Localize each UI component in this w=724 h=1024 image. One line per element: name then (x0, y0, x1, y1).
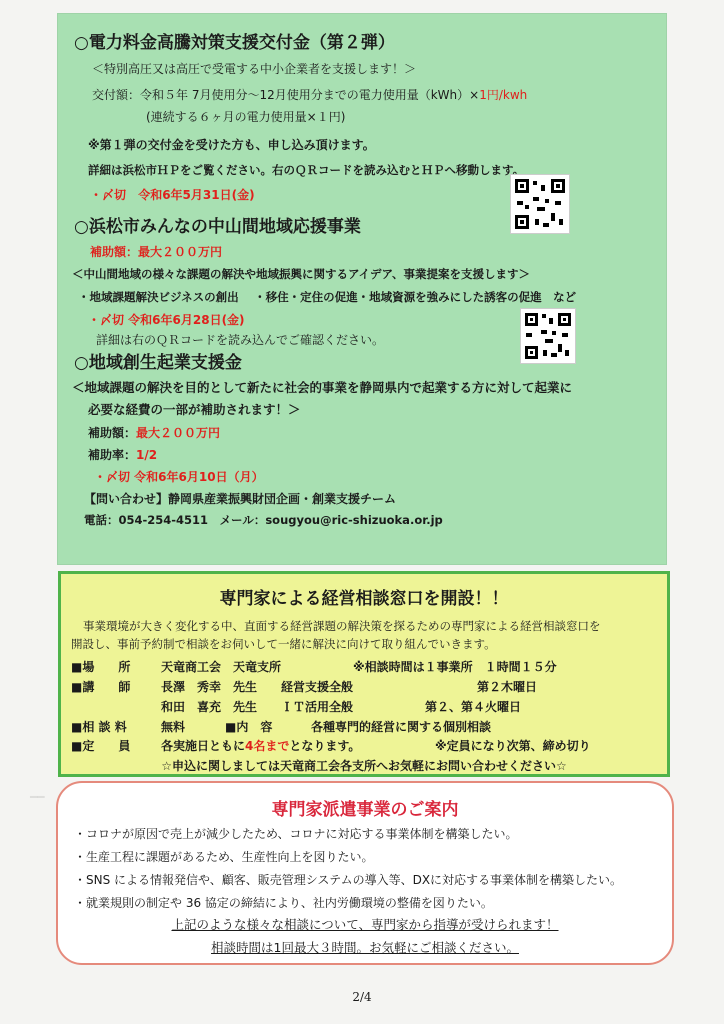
subsidy-amount (88, 424, 220, 441)
detail-text: 詳細は浜松市ＨＰをご覧ください。右のＱＲコードを読み込むとＨＰへ移動します。 (88, 163, 525, 177)
detail-text: 詳細は右のＱＲコードを読み込んでご確認ください。 (96, 333, 385, 347)
contact: 【問い合わせ】静岡県産業振興財団企画・創業支援チーム (84, 492, 397, 506)
subsidy-rate (88, 446, 157, 463)
section-subtitle: ＜中山間地域の様々な課題の解決や地域振興に関するアイデア、事業提案を支援します＞ (72, 267, 531, 281)
page-number: 2/4 (352, 990, 372, 1004)
capacity-label: ■定 員 (71, 739, 131, 753)
list-item: ・生産工程に課題があるため、生産性向上を図りたい。 (74, 850, 374, 864)
deadline: ・〆切 令和6年6月10日（月） (94, 470, 264, 484)
section-title-mountain-area: ○浜松市みんなの中山間地域応援事業 (74, 217, 361, 237)
time-note: ※相談時間は１事業所 １時間１５分 (353, 660, 557, 674)
fee-value: 無料 (161, 720, 186, 734)
section-title-electricity-subsidy: ○電力料金高騰対策支援交付金（第２弾） (74, 33, 395, 53)
list-item: ・就業規則の制定や 36 協定の締結により、社内労働環境の整備を図りたい。 (74, 896, 493, 910)
section-title-startup-support: ○地域創生起業支援金 (74, 353, 242, 373)
subsidy-label: 補助額： (88, 426, 137, 440)
section-subtitle-2: 必要な経費の一部が補助されます！＞ (88, 402, 301, 417)
qr-code-mountain-area[interactable] (520, 308, 576, 364)
lecturer-2: 和田 喜充 先生 ＩＴ活用全般 (161, 700, 354, 714)
contact-line: 電話：054-254-4511 メール：sougyou@ric-shizuoka.or.jp (84, 513, 443, 527)
amount-label: 交付額：令和５年 7月使用分～12月使用分までの電力使用量（kWh）× (92, 88, 480, 102)
section-subtitle: ＜地域課題の解決を目的として新たに社会的事業を静岡県内で起業する方に対して起業に (72, 380, 573, 395)
deadline (90, 186, 255, 203)
list-item: ・SNS による情報発信や、顧客、販売管理システムの導入等、DXに対応する事業体制を構築したい。 (74, 873, 623, 887)
amount-note: (連続する６ヶ月の電力使用量×１円) (146, 110, 346, 124)
capacity-red: 4名まで (245, 739, 290, 753)
subsidy-amount (92, 86, 527, 103)
list-item: ・コロナが原因で売上が減少したため、コロナに対応する事業体制を構築したい。 (74, 827, 518, 841)
content-value: 各種専門的経営に関する個別相談 (311, 720, 492, 734)
place-value: 天竜商工会 天竜支所 (161, 660, 282, 674)
fee-label: ■相 談 料 (71, 720, 127, 734)
intro-line-1: 事業環境が大きく変化する中、直面する経営課題の解決策を探るための専門家による経営相談窓口を (83, 619, 601, 633)
qr-code-hamamatsu-hp[interactable] (510, 174, 570, 234)
closing-line-2: 相談時間は1回最大３時間。お気軽にご相談ください。 (211, 940, 519, 955)
show-through: ━━ (30, 790, 45, 804)
lecturer-label: ■講 師 (71, 680, 131, 694)
capacity-post: となります。 (289, 739, 361, 753)
rate-label: 補助率： (88, 448, 137, 462)
subsidy-amount: 補助額：最大２００万円 (90, 245, 223, 259)
lecturer-2-day: 第２、第４火曜日 (425, 700, 522, 714)
bullets: ・地域課題解決ビジネスの創出 ・移住・定住の促進・地域資源を強みにした誘客の促進 など (78, 290, 577, 304)
lecturer-1-day: 第２木曜日 (477, 680, 538, 694)
lecturer-1: 長澤 秀幸 先生 経営支援全般 (161, 680, 354, 694)
content-label: ■内 容 (225, 720, 273, 734)
capacity-pre: 各実施日ともに (161, 739, 246, 753)
subsidy-value: 最大２００万円 (136, 426, 221, 440)
consultation-box (58, 571, 670, 777)
closing-line-1: 上記のような様々な相談について、専門家から指導が受けられます！ (171, 917, 559, 932)
intro-line-2: 開設し、事前予約制で相談をお伺いして一緒に解決に向けて取り組んでいきます。 (71, 637, 496, 651)
deadline-date: 令和6年5月31日(金) (138, 188, 255, 202)
deadline-mark: ・〆切 (90, 188, 127, 202)
expert-dispatch-box (56, 781, 674, 965)
rate-value: 1/2 (136, 448, 158, 462)
place-label: ■場 所 (71, 660, 131, 674)
deadline: ・〆切 令和6年6月28日(金) (88, 313, 245, 327)
amount-rate: 1円/kwh (479, 88, 528, 102)
subsidy-info-panel (58, 14, 666, 564)
consultation-title: 専門家による経営相談窓口を開設！！ (219, 589, 509, 609)
consultation-footer: ☆申込に関しましては天竜商工会各支所へお気軽にお問い合わせください☆ (161, 759, 567, 773)
note: ※第１弾の交付金を受けた方も、申し込み頂けます。 (88, 138, 375, 152)
capacity-note: ※定員になり次第、締め切り (435, 739, 591, 753)
section-subtitle: ＜特別高圧又は高圧で受電する中小企業者を支援します！＞ (92, 62, 417, 76)
capacity-value (161, 737, 360, 754)
dispatch-title: 専門家派遣事業のご案内 (271, 800, 459, 820)
